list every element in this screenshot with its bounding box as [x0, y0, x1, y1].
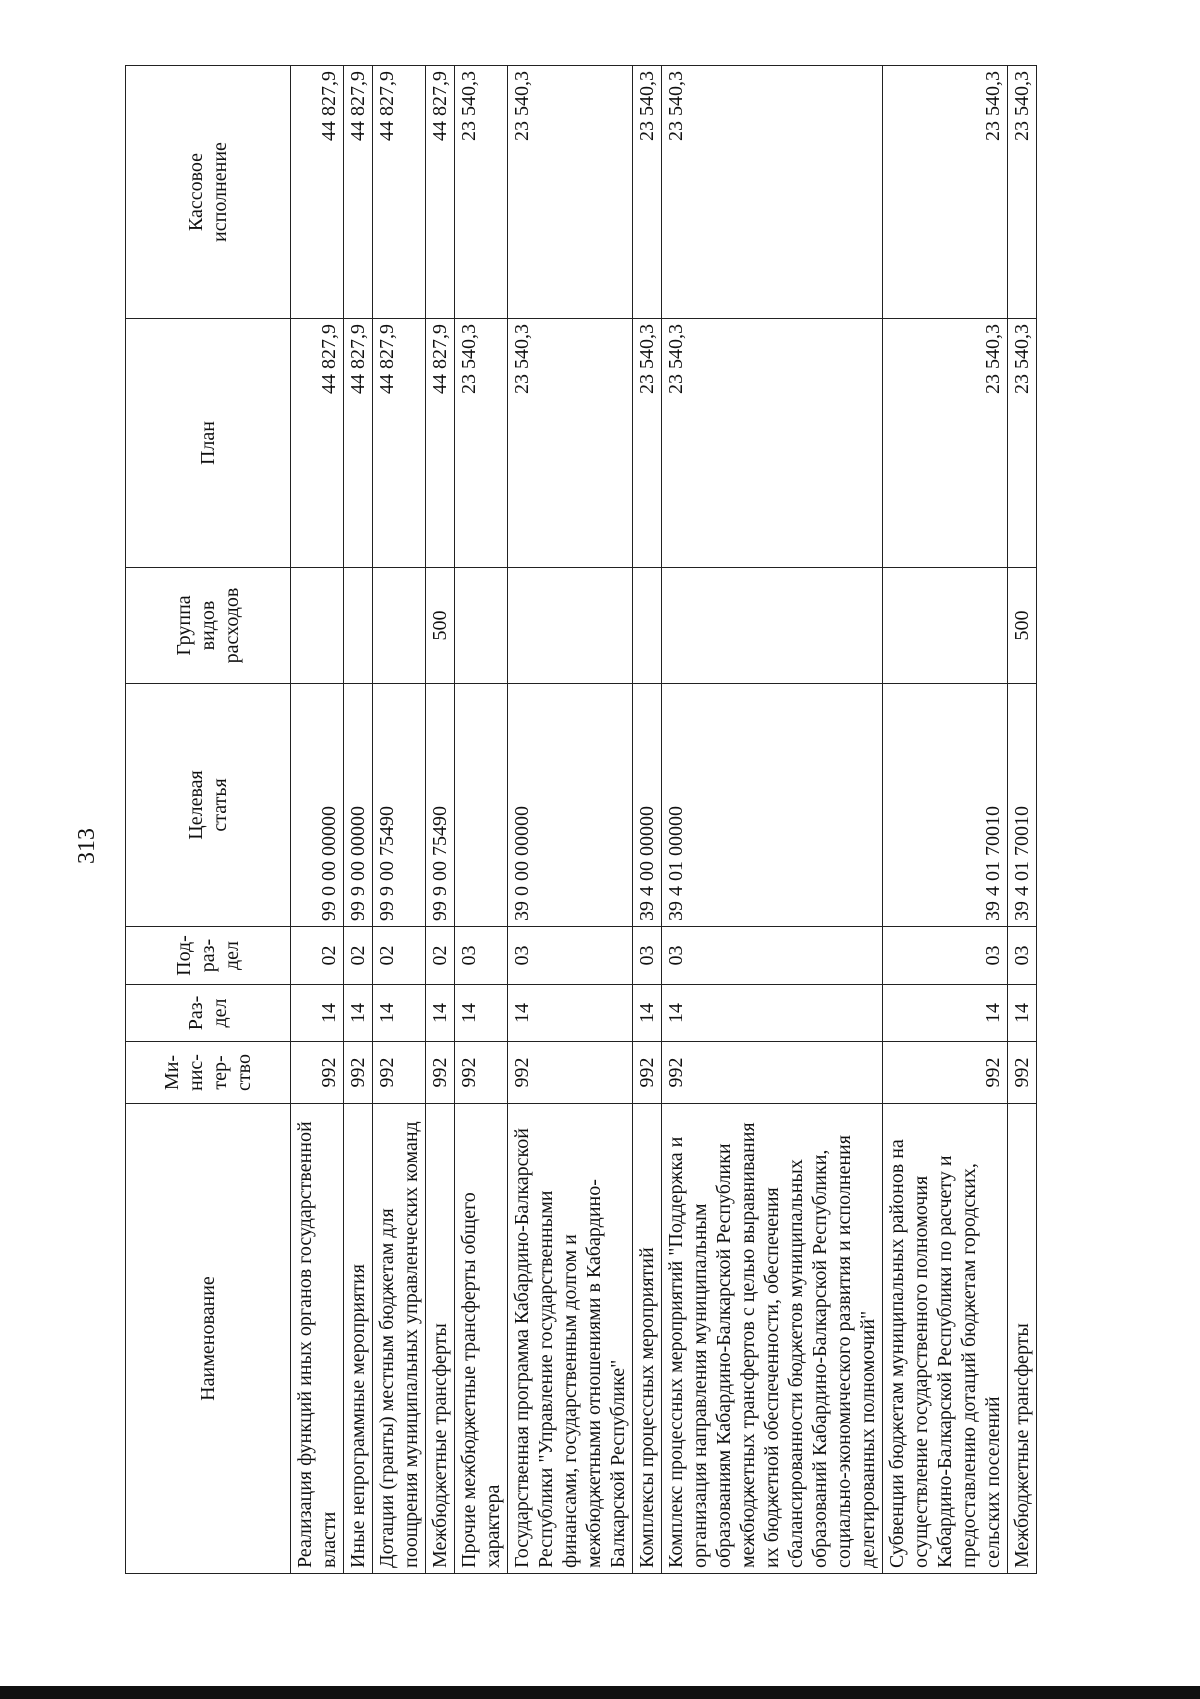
header-expense-group: Группа видов расходов — [126, 568, 291, 684]
cell-name: Государственная программа Кабардино-Балкарской Республики "Управление государственными финансами, государственным долгом и межбюджетными отношениями в Кабардино-Балкарской Республике" — [508, 1104, 633, 1574]
cell-subsection: 03 — [662, 927, 883, 985]
table-row — [426, 66, 455, 1574]
table-row — [344, 66, 373, 1574]
table-row — [373, 66, 426, 1574]
table-row — [291, 66, 344, 1574]
cell-plan: 23 540,3 — [508, 319, 633, 568]
cell-section: 14 — [1008, 985, 1037, 1042]
cell-plan: 23 540,3 — [633, 319, 662, 568]
table-row — [883, 66, 1008, 1574]
cell-expense-group — [883, 568, 1008, 684]
cell-name: Межбюджетные трансферты — [426, 1104, 455, 1574]
cell-plan: 23 540,3 — [1008, 319, 1037, 568]
table-row — [633, 66, 662, 1574]
cell-target-article — [455, 684, 508, 927]
cell-cash-execution: 23 540,3 — [662, 66, 883, 319]
cell-ministry: 992 — [662, 1042, 883, 1104]
cell-target-article: 99 9 00 75490 — [373, 684, 426, 927]
budget-table — [125, 65, 1037, 1574]
cell-cash-execution: 23 540,3 — [455, 66, 508, 319]
cell-plan: 44 827,9 — [291, 319, 344, 568]
cell-name: Иные непрограммные мероприятия — [344, 1104, 373, 1574]
cell-cash-execution: 23 540,3 — [508, 66, 633, 319]
cell-subsection: 02 — [373, 927, 426, 985]
rotated-page-content — [125, 66, 1090, 1574]
cell-name: Комплексы процессных мероприятий — [633, 1104, 662, 1574]
cell-section: 14 — [344, 985, 373, 1042]
cell-expense-group: 500 — [1008, 568, 1037, 684]
scan-edge — [0, 1686, 1200, 1699]
cell-subsection: 02 — [426, 927, 455, 985]
table-row — [455, 66, 508, 1574]
cell-cash-execution: 23 540,3 — [1008, 66, 1037, 319]
table-header-row — [126, 66, 291, 1574]
cell-subsection: 03 — [633, 927, 662, 985]
cell-section: 14 — [455, 985, 508, 1042]
cell-ministry: 992 — [1008, 1042, 1037, 1104]
cell-target-article: 39 4 01 70010 — [1008, 684, 1037, 927]
cell-ministry: 992 — [426, 1042, 455, 1104]
cell-plan: 23 540,3 — [662, 319, 883, 568]
cell-expense-group — [633, 568, 662, 684]
cell-cash-execution: 23 540,3 — [633, 66, 662, 319]
cell-expense-group — [508, 568, 633, 684]
table-row — [662, 66, 883, 1574]
cell-target-article: 39 0 00 00000 — [508, 684, 633, 927]
cell-subsection: 03 — [455, 927, 508, 985]
cell-section: 14 — [291, 985, 344, 1042]
cell-target-article: 39 4 01 00000 — [662, 684, 883, 927]
cell-expense-group — [455, 568, 508, 684]
header-ministry: Ми- нис- тер- ство — [126, 1042, 291, 1104]
cell-section: 14 — [633, 985, 662, 1042]
cell-ministry: 992 — [455, 1042, 508, 1104]
cell-ministry: 992 — [291, 1042, 344, 1104]
cell-ministry: 992 — [508, 1042, 633, 1104]
header-plan: План — [126, 319, 291, 568]
cell-target-article: 99 9 00 00000 — [344, 684, 373, 927]
cell-subsection: 03 — [1008, 927, 1037, 985]
cell-expense-group: 500 — [426, 568, 455, 684]
cell-name: Межбюджетные трансферты — [1008, 1104, 1037, 1574]
cell-cash-execution: 44 827,9 — [291, 66, 344, 319]
header-name: Наименование — [126, 1104, 291, 1574]
header-section: Раз- дел — [126, 985, 291, 1042]
cell-name: Дотации (гранты) местным бюджетам для поощрения муниципальных управленческих команд — [373, 1104, 426, 1574]
cell-subsection: 03 — [883, 927, 1008, 985]
cell-cash-execution: 44 827,9 — [344, 66, 373, 319]
cell-name: Реализация функций иных органов государственной власти — [291, 1104, 344, 1574]
cell-target-article: 39 4 01 70010 — [883, 684, 1008, 927]
cell-name: Комплекс процессных мероприятий "Поддержка и организация направления муниципальным образованиям Кабардино-Балкарской Республики межбюджетных трансфертов с целью выравнивания их бюджетной обеспеченности, обеспечения сбалансированности бюджетов муниципальных образований Кабардино-Балкарской Республики, социально-экономического развития и исполнения делегированных полномочий" — [662, 1104, 883, 1574]
cell-target-article: 39 4 00 00000 — [633, 684, 662, 927]
cell-plan: 23 540,3 — [883, 319, 1008, 568]
cell-name: Субвенции бюджетам муниципальных районов на осуществление государственного полномочия Кабардино-Балкарской Республики по расчету и предоставлению дотаций бюджетам городских, сельских поселений — [883, 1104, 1008, 1574]
cell-ministry: 992 — [344, 1042, 373, 1104]
cell-section: 14 — [883, 985, 1008, 1042]
cell-section: 14 — [426, 985, 455, 1042]
table-body — [291, 66, 1037, 1574]
cell-cash-execution: 44 827,9 — [373, 66, 426, 319]
cell-section: 14 — [508, 985, 633, 1042]
table-row — [508, 66, 633, 1574]
cell-expense-group — [373, 568, 426, 684]
cell-ministry: 992 — [373, 1042, 426, 1104]
cell-plan: 44 827,9 — [344, 319, 373, 568]
cell-target-article: 99 9 00 75490 — [426, 684, 455, 927]
header-subsection: Под- раз- дел — [126, 927, 291, 985]
cell-subsection: 02 — [344, 927, 373, 985]
cell-expense-group — [344, 568, 373, 684]
cell-cash-execution: 23 540,3 — [883, 66, 1008, 319]
cell-subsection: 02 — [291, 927, 344, 985]
cell-plan: 44 827,9 — [426, 319, 455, 568]
cell-section: 14 — [662, 985, 883, 1042]
cell-plan: 44 827,9 — [373, 319, 426, 568]
cell-target-article: 99 0 00 00000 — [291, 684, 344, 927]
cell-ministry: 992 — [883, 1042, 1008, 1104]
cell-expense-group — [291, 568, 344, 684]
cell-subsection: 03 — [508, 927, 633, 985]
cell-expense-group — [662, 568, 883, 684]
cell-section: 14 — [373, 985, 426, 1042]
cell-name: Прочие межбюджетные трансферты общего характера — [455, 1104, 508, 1574]
header-cash-execution: Кассовое исполнение — [126, 66, 291, 319]
cell-plan: 23 540,3 — [455, 319, 508, 568]
cell-ministry: 992 — [633, 1042, 662, 1104]
header-target-article: Целевая статья — [126, 684, 291, 927]
page-number: 313 — [74, 828, 100, 864]
cell-cash-execution: 44 827,9 — [426, 66, 455, 319]
table-row — [1008, 66, 1037, 1574]
